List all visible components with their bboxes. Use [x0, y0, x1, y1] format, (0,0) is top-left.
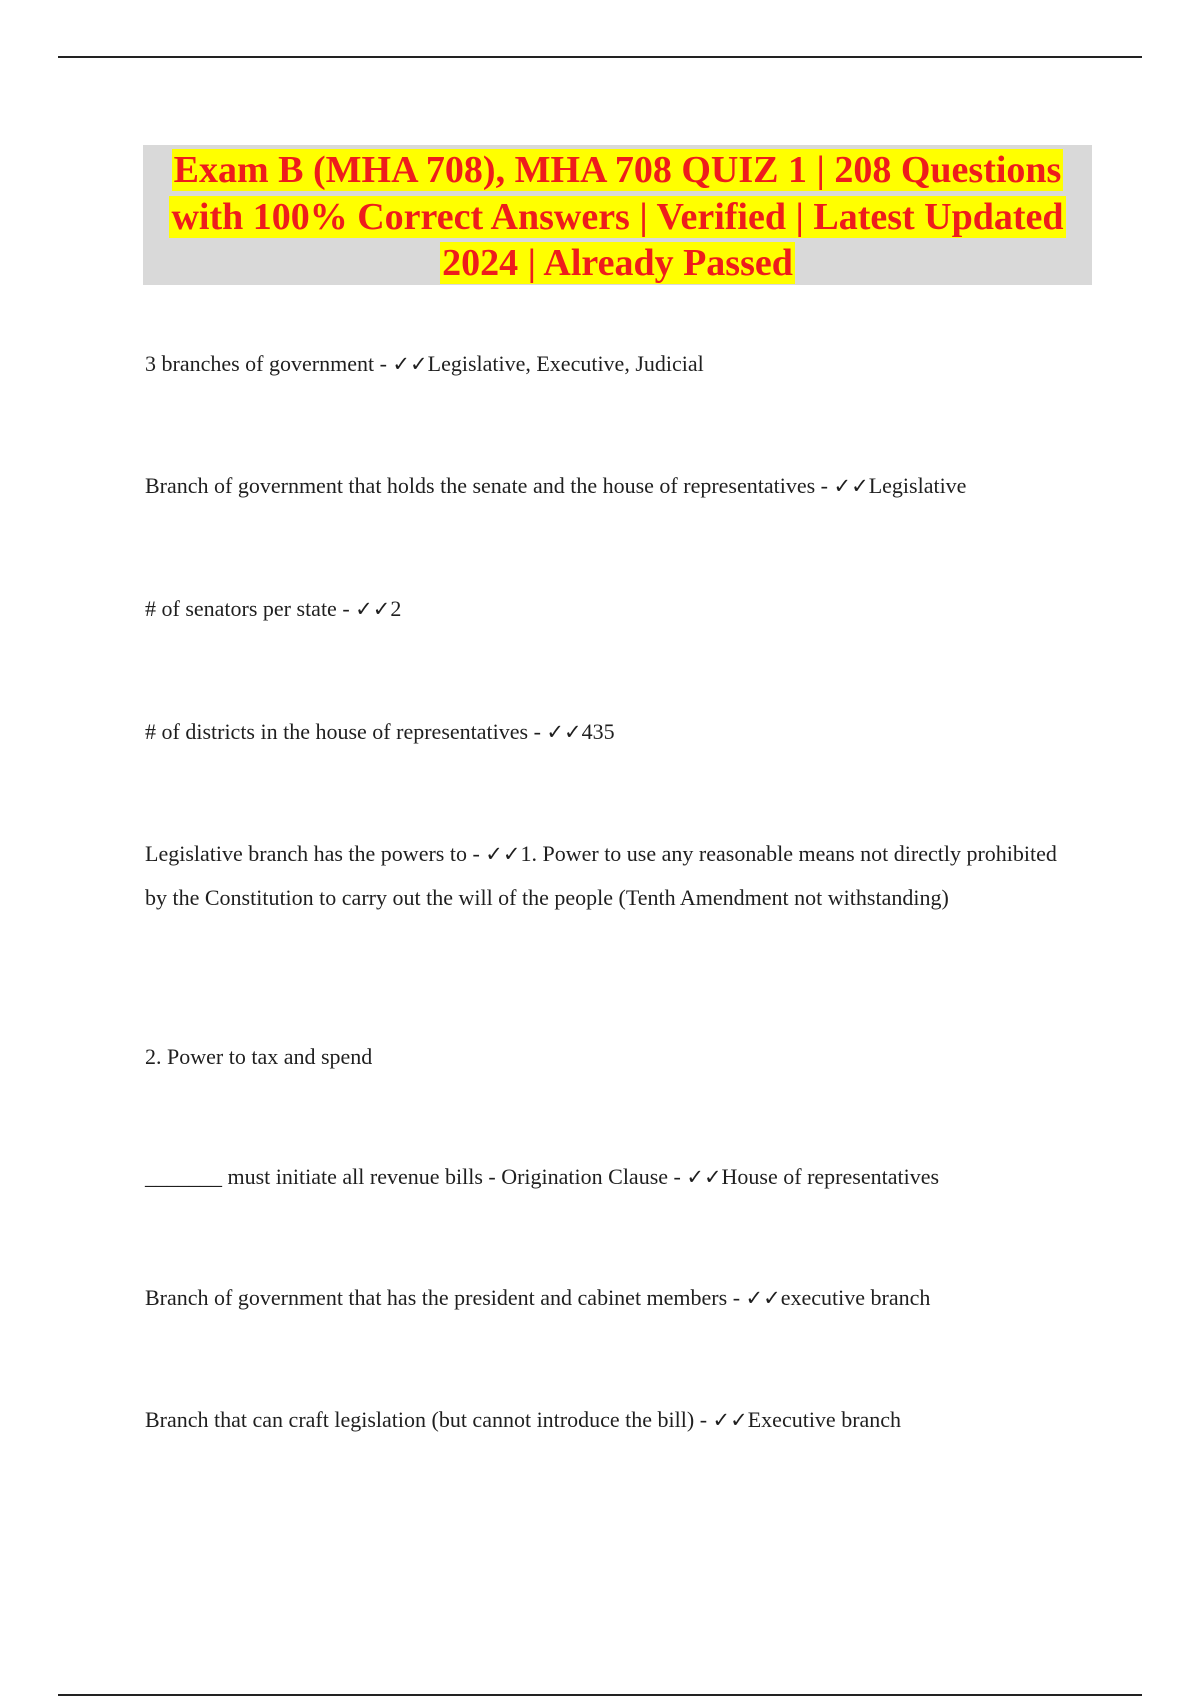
document-title: Exam B (MHA 708), MHA 708 QUIZ 1 | 208 Questions with 100% Correct Answers | Verified | Latest Updated 2024 | Already Passed — [171, 149, 1064, 284]
qa-item-3 — [145, 587, 1075, 631]
question: Branch of government that holds the senate and the house of representatives - — [145, 473, 834, 498]
question: 3 branches of government - — [145, 351, 393, 376]
qa-item-6 — [145, 1155, 1075, 1199]
qa-item-7 — [145, 1276, 1075, 1320]
question: # of districts in the house of representatives - — [145, 719, 547, 744]
question: Branch that can craft legislation (but cannot introduce the bill) - — [145, 1407, 713, 1432]
answer: Legislative — [868, 473, 967, 498]
answer: Legislative, Executive, Judicial — [427, 351, 704, 376]
top-rule — [58, 56, 1142, 58]
answer: 435 — [581, 719, 615, 744]
answer: executive branch — [780, 1285, 931, 1310]
answer: 1. Power to use any reasonable means not directly prohibited by the Constitution to carry out the will of the people (Tenth Amendment not withstanding) — [145, 841, 1057, 910]
qa-item-2 — [145, 464, 1075, 508]
answer: 2 — [390, 596, 402, 621]
qa-item-8 — [145, 1398, 1075, 1442]
double-check-icon: ✓✓ — [745, 1286, 781, 1310]
answer-continuation: 2. Power to tax and spend — [145, 1044, 373, 1069]
question: _______ must initiate all revenue bills - Origination Clause - — [145, 1164, 687, 1189]
double-check-icon: ✓✓ — [833, 474, 869, 498]
question: # of senators per state - — [145, 596, 356, 621]
qa-item-continuation — [145, 1035, 1075, 1078]
double-check-icon: ✓✓ — [485, 842, 521, 866]
answer: Executive branch — [747, 1407, 902, 1432]
qa-item-5 — [145, 832, 1075, 919]
question: Legislative branch has the powers to - — [145, 841, 486, 866]
double-check-icon: ✓✓ — [546, 720, 582, 744]
double-check-icon: ✓✓ — [712, 1408, 748, 1432]
question: Branch of government that has the president and cabinet members - — [145, 1285, 746, 1310]
double-check-icon: ✓✓ — [355, 597, 391, 621]
qa-item-4 — [145, 710, 1075, 754]
double-check-icon: ✓✓ — [392, 352, 428, 376]
title-banner — [143, 145, 1092, 285]
qa-item-1 — [145, 342, 1075, 386]
bottom-rule — [58, 1694, 1142, 1696]
answer: House of representatives — [721, 1164, 940, 1189]
double-check-icon: ✓✓ — [686, 1165, 722, 1189]
